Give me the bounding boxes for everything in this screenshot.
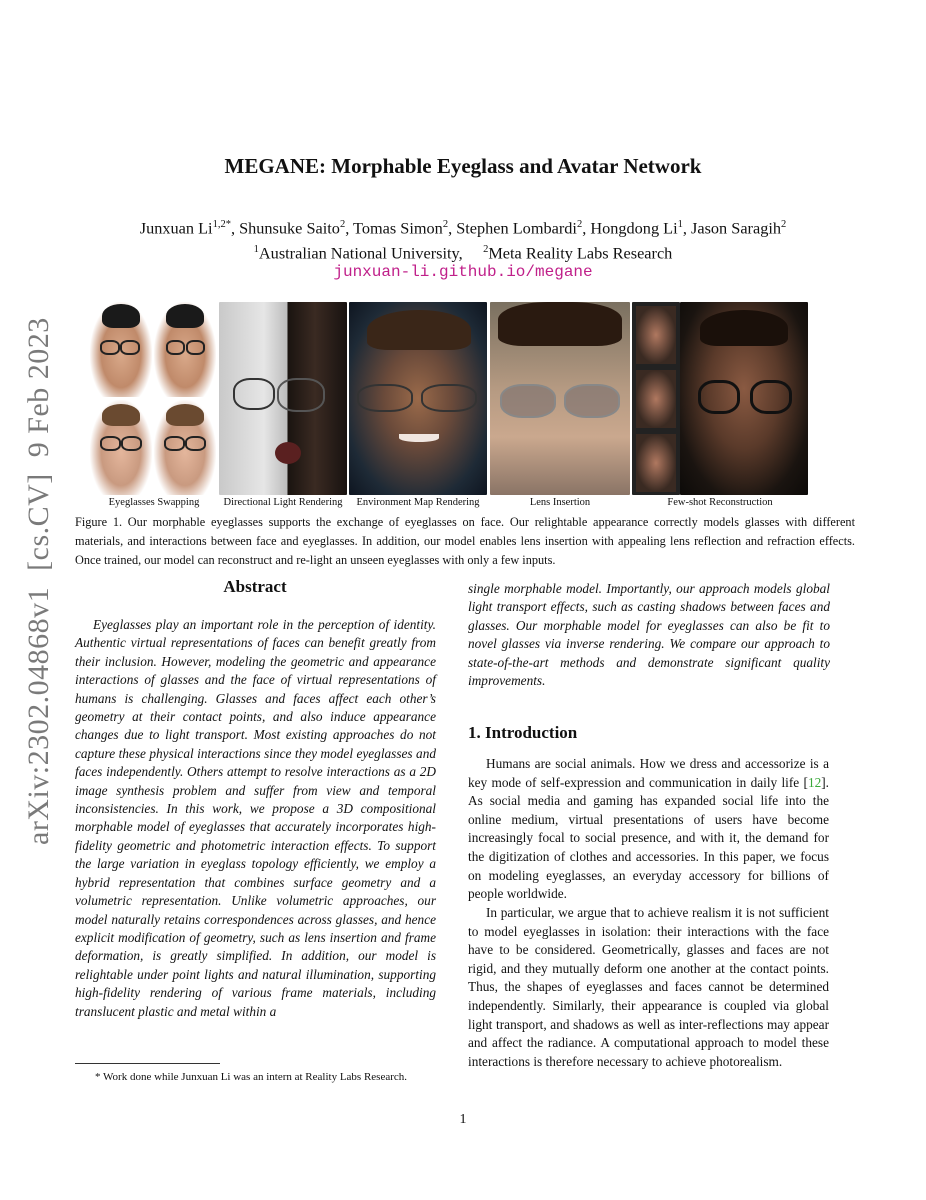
- author-name: , Shunsuke Saito: [230, 218, 340, 238]
- author-block: [0, 214, 926, 265]
- intro-paragraph-1: [468, 755, 829, 904]
- affil-marker: 1,2: [212, 219, 226, 230]
- teaser-lens-insertion: [490, 302, 630, 495]
- footnote-rule: [75, 1063, 220, 1064]
- footnote-marker: *: [225, 219, 231, 230]
- abstract-body: Eyeglasses play an important role in the perception of identity. Authentic virtual representations of faces can benefit greatly from their inclusion. However, modeling the geometric and appearance interactions of glasses and the face of virtual representations of humans is challenging. Glasses and faces affect each other’s geometry at their contact points, and also induce appearance changes due to light transport. Most existing approaches do not capture these physical interactions since they model eyeglasses and faces independently. Others attempt to resolve interactions as a 2D image synthesis problem and suffer from view and temporal inconsistencies. In this work, we propose a 3D compositional morphable model of eyeglasses that accurately incorporates high-fidelity geometric and photometric interaction effects. To support the large variation in eyeglass topology efficiently, we employ a hybrid representation that combines surface geometry and a volumetric representation. Unlike volumetric approaches, our model naturally retains correspondences across glasses, and hence explicit modification of geometry, such as lens insertion and frame deformation, is greatly simplified. In addition, our model is relightable under point lights and natural illumination, supporting high-fidelity rendering of various frame materials, including translucent plastic and metal within a: [75, 617, 436, 1019]
- affil-marker: 2: [781, 219, 787, 230]
- teaser-eyeglasses-swapping: [90, 302, 218, 495]
- paper-title: MEGANE: Morphable Eyeglass and Avatar Network: [224, 154, 702, 178]
- panel-label: Eyeglasses Swapping: [108, 497, 200, 508]
- author-name: , Stephen Lombardi: [448, 218, 577, 238]
- teaser-directional-light: [219, 302, 347, 495]
- abstract-heading: Abstract: [223, 577, 287, 596]
- author-name: , Jason Saragih: [682, 218, 781, 238]
- affil-marker: 2: [442, 219, 449, 230]
- panel-label: Lens Insertion: [529, 497, 591, 508]
- author-list: [0, 214, 926, 239]
- panel-label: Environment Map Rendering: [356, 497, 480, 508]
- affil-marker: 2: [576, 219, 583, 230]
- teaser-fewshot-inputs: [632, 302, 680, 495]
- affil-marker: 2: [339, 219, 346, 230]
- author-name: , Tomas Simon: [345, 218, 443, 238]
- page-number: 1: [459, 1112, 467, 1127]
- teaser-environment-map: [349, 302, 487, 495]
- author-name: Junxuan Li: [139, 218, 213, 238]
- arxiv-stamp: arXiv:2302.04868v1 [cs.CV] 9 Feb 2023: [22, 317, 55, 845]
- affil-marker: 1: [677, 219, 683, 230]
- panel-label: Directional Light Rendering: [223, 497, 343, 508]
- citation-link[interactable]: 12: [807, 774, 822, 790]
- figure-caption: Figure 1. Our morphable eyeglasses supports the exchange of eyeglasses on face. Our relightable appearance correctly models glasses with different materials, and interactions between face and eyeglasses. In addition, our model enables lens insertion with appealing lens reflection and refraction effects. Once trained, our model can reconstruct and re-light an unseen eyeglasses with only a few inputs.: [75, 515, 855, 567]
- face-thumb: [154, 400, 216, 495]
- author-name: , Hongdong Li: [582, 218, 678, 238]
- abstract-continuation: single morphable model. Importantly, our approach models global light transport effects, such as casting shadows between faces and glasses. Our morphable model for eyeglasses can also be fit to novel glasses via inverse rendering. We compare our approach to state-of-the-art methods and demonstrate significant quality improvements.: [468, 581, 830, 689]
- affiliation-2: Meta Reality Labs Research: [488, 243, 673, 263]
- panel-label: Few-shot Reconstruction: [667, 497, 773, 508]
- affiliation-1: Australian National University,: [258, 243, 463, 263]
- section-heading-introduction: 1. Introduction: [468, 723, 578, 742]
- intro-text: ]. As social media and gaming has expanded social life into the online medium, virtual presentations of users have become increasingly focal to social presence, and with it, the demand for the digitization of clothes and accessories. In this paper, we focus on modeling eyeglasses, an everyday accessory for billions of people worldwide.: [468, 774, 829, 902]
- project-url-link[interactable]: junxuan-li.github.io/megane: [333, 263, 593, 281]
- affil-marker: 1: [253, 244, 259, 256]
- intro-text: Humans are social animals. How we dress and accessorize is a key mode of self-expression and communication in daily life [: [468, 756, 829, 790]
- intro-paragraph-2: In particular, we argue that to achieve realism it is not sufficient to model eyeglasses in isolation: their interactions with the face have to be considered. Geometrically, glasses and faces are not rigid, and they mutually deform one another at the contact points. Thus, the shapes of eyeglasses and faces cannot be determined independently. Similarly, their appearance is coupled via global light transport, and shadows as well as inter-reflections may appear and affect the radiance. A computational approach to model these interactions is therefore necessary to achieve photorealism.: [468, 905, 829, 1069]
- face-thumb: [154, 302, 216, 397]
- teaser-fewshot-result: [680, 302, 808, 495]
- footnote: * Work done while Junxuan Li was an intern at Reality Labs Research.: [95, 1071, 408, 1083]
- face-thumb: [90, 400, 152, 495]
- affiliations: [0, 239, 926, 264]
- affil-marker: 2: [483, 244, 489, 256]
- face-thumb: [90, 302, 152, 397]
